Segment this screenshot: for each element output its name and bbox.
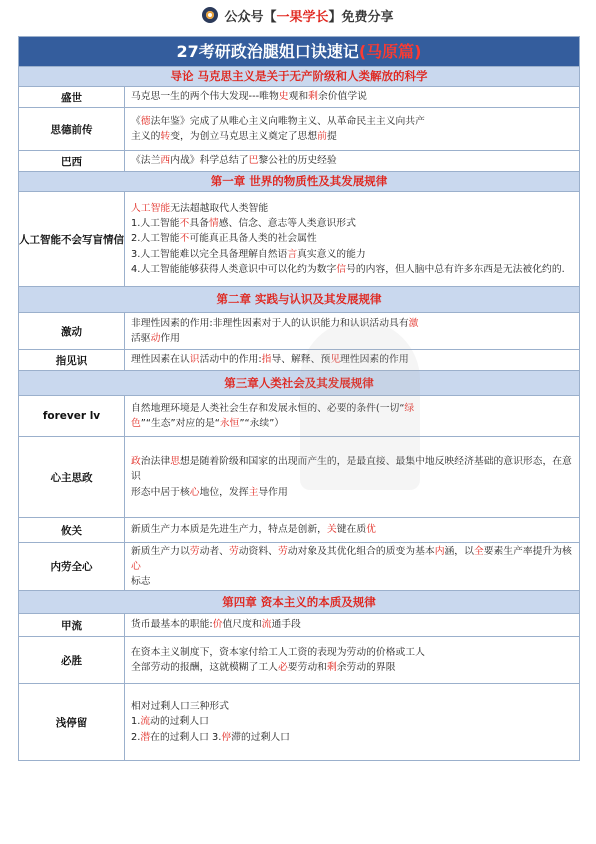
text-run: 号的内容，但人脑中总有许多东西是无法被化约的. <box>346 263 565 275</box>
explanation-line <box>131 201 573 216</box>
text-run: 全部劳动的报酬，这就模糊了工人 <box>131 662 278 673</box>
mnemonic-row <box>19 312 579 349</box>
text-run: 真实意义的能力 <box>297 248 366 260</box>
explanation-line <box>131 617 573 632</box>
explanation-line <box>131 114 573 129</box>
explanation-line <box>131 316 573 331</box>
text-run: 治法律 <box>140 456 171 468</box>
highlight-char: 绿 <box>404 402 415 414</box>
highlight-char: 人工智能 <box>131 203 171 215</box>
highlight-char: 不 <box>179 218 190 230</box>
mnemonic-row <box>19 191 579 286</box>
explanation-line <box>131 714 573 729</box>
mnemonic-explanation <box>125 108 579 150</box>
text-run: 余价值学说 <box>317 91 367 103</box>
text-run: 2. <box>131 731 141 743</box>
mnemonic-key: 心主思政 <box>19 437 125 517</box>
highlight-char: 必 <box>277 662 288 673</box>
mnemonic-row <box>19 542 579 590</box>
text-run: 在资本主义制度下，资本家付给工人工资的表现为劳动的价格或工人 <box>131 646 425 658</box>
highlight-char: 心 <box>189 486 200 498</box>
text-run: 标志 <box>131 576 151 588</box>
text-run: 货币最基本的职能: <box>131 619 213 631</box>
mnemonic-row <box>19 86 579 107</box>
explanation-line <box>131 730 573 745</box>
mnemonic-row <box>19 395 579 436</box>
highlight-char: 色 <box>131 418 141 429</box>
mnemonic-row <box>19 613 579 636</box>
text-run: 变，为创立马克思主义奠定了思想 <box>170 131 318 142</box>
text-run: 具备 <box>189 218 209 230</box>
highlight-char: 政 <box>131 456 141 468</box>
highlight-char: 停 <box>221 731 232 743</box>
highlight-char: 动 <box>150 333 161 344</box>
text-run: 在的过剩人口 3. <box>150 731 222 743</box>
mnemonic-key: 甲流 <box>19 614 125 636</box>
text-run: 导、解释、预 <box>271 354 331 366</box>
text-run: 动对象及其优化组合的质变为基本 <box>287 545 435 557</box>
mnemonic-key: 巴西 <box>19 151 125 171</box>
text-run: 1.人工智能 <box>131 218 180 230</box>
text-run: 自然地理环境是人类社会生存和发展永恒的、必要的条件(一切“ <box>131 402 405 414</box>
highlight-char: 转 <box>160 131 171 142</box>
highlight-char: 内 <box>434 545 445 557</box>
mnemonic-explanation <box>125 87 579 107</box>
text-run: 1. <box>131 716 141 728</box>
text-run: 主义的 <box>131 131 161 142</box>
mnemonic-explanation <box>125 637 579 683</box>
highlight-char: 主 <box>248 486 259 498</box>
explanation-line <box>131 454 573 484</box>
top-banner <box>0 2 596 28</box>
explanation-line <box>131 216 573 231</box>
mnemonic-key: 思德前传 <box>19 108 125 150</box>
text-run: 内战》科学总结了 <box>170 155 249 167</box>
text-run: 动的过剩人口 <box>150 716 209 728</box>
text-run: 新质生产力本质是先进生产力，特点是创新， <box>131 524 327 536</box>
text-run: 想是随着阶级和国家的出现而产生的，是最直接、最集中地反映经济基础的意识形态，在意识 <box>131 456 572 483</box>
highlight-char: 不 <box>179 233 190 245</box>
text-run: 新质生产力以 <box>131 545 190 557</box>
banner-suffix: 】免费分享 <box>328 9 394 25</box>
mnemonic-explanation <box>125 684 579 760</box>
text-run: 键在质 <box>336 524 367 536</box>
text-run: 3.人工智能难以完全具备理解自然语 <box>131 248 288 260</box>
text-run: 导作用 <box>258 486 288 498</box>
mnemonic-explanation <box>125 518 579 542</box>
explanation-line <box>131 89 573 104</box>
owl-logo-icon <box>202 7 218 23</box>
text-run: 滞的过剩人口 <box>231 731 290 743</box>
text-run: 相对过剩人口三种形式 <box>131 701 229 713</box>
mnemonic-explanation <box>125 313 579 349</box>
text-run: 地位，发挥 <box>199 486 249 498</box>
mnemonic-explanation <box>125 396 579 436</box>
mnemonic-row <box>19 107 579 150</box>
explanation-line <box>131 522 573 537</box>
explanation-line <box>131 331 573 346</box>
text-run: 2.人工智能 <box>131 233 180 245</box>
mnemonic-explanation <box>125 614 579 636</box>
text-run: 要素生产率提升为核 <box>483 545 572 557</box>
text-run: 动资料、 <box>238 545 278 557</box>
text-run: 涵，以 <box>444 545 474 557</box>
text-run: 《法兰 <box>131 155 161 167</box>
explanation-line <box>131 153 573 168</box>
highlight-char: 史 <box>278 91 289 103</box>
mnemonic-key: 指见识 <box>19 350 125 370</box>
text-run: 要劳动和 <box>287 662 327 673</box>
highlight-char: 指 <box>261 354 272 366</box>
section-heading: 导论 马克思主义是关于无产阶级和人类解放的科学 <box>19 66 579 86</box>
mnemonic-key: 内劳全心 <box>19 543 125 590</box>
mnemonic-explanation <box>125 192 579 286</box>
text-run: 黎公社的历史经验 <box>258 155 337 167</box>
explanation-line <box>131 574 573 589</box>
text-run: 活动中的作用: <box>199 354 262 366</box>
highlight-char: 情 <box>208 218 219 230</box>
banner-prefix: 公众号【 <box>224 9 277 25</box>
mnemonic-table <box>18 36 580 761</box>
mnemonic-row <box>19 150 579 171</box>
mnemonic-explanation <box>125 437 579 517</box>
text-run: 观和 <box>288 91 309 103</box>
text-run: 形态中居于核 <box>131 486 190 498</box>
highlight-char: 思 <box>170 456 180 468</box>
mnemonic-key: 人工智能不会写盲情信 <box>19 192 125 286</box>
highlight-char: 流 <box>261 619 272 631</box>
document-title <box>19 37 579 66</box>
section-heading: 第四章 资本主义的本质及规律 <box>19 590 579 613</box>
explanation-line <box>131 352 573 367</box>
text-run: 通手段 <box>271 619 301 631</box>
text-run: 法年鉴》完成了从唯心主义向唯物主义、从革命民主主义向共产 <box>150 115 425 127</box>
highlight-char: 西 <box>160 155 171 167</box>
text-run: 值尺度和 <box>222 619 262 631</box>
text-run: ”“永续”） <box>239 418 285 429</box>
title-main: 27考研政治腿姐口诀速记 <box>176 42 359 61</box>
text-run: ”“生态”对应的是“ <box>140 418 220 429</box>
text-run: 无法超越取代人类智能 <box>170 203 269 215</box>
highlight-char: 全 <box>473 545 484 557</box>
mnemonic-row <box>19 683 579 760</box>
text-run: 非理性因素的作用:非理性因素对于人的认识能力和认识活动具有 <box>131 317 409 329</box>
text-run: 理性因素在认 <box>131 354 190 366</box>
mnemonic-row <box>19 636 579 683</box>
mnemonic-key: 攸关 <box>19 518 125 542</box>
explanation-line <box>131 416 573 431</box>
text-run: 马克思一生的两个伟大发现---唯物 <box>131 91 279 103</box>
explanation-line <box>131 401 573 416</box>
explanation-line <box>131 247 573 262</box>
text-run: 《 <box>131 115 141 127</box>
title-paren: (马原篇) <box>358 42 422 61</box>
text-run: 作用 <box>160 333 180 344</box>
section-heading: 第二章 实践与认识及其发展规律 <box>19 286 579 312</box>
highlight-char: 关 <box>326 524 337 536</box>
highlight-char: 德 <box>140 115 151 127</box>
mnemonic-row <box>19 349 579 370</box>
highlight-char: 信 <box>336 263 347 275</box>
highlight-char: 剩 <box>326 662 337 673</box>
mnemonic-key: 盛世 <box>19 87 125 107</box>
mnemonic-explanation <box>125 350 579 370</box>
highlight-char: 前 <box>317 131 327 142</box>
mnemonic-key: 必胜 <box>19 637 125 683</box>
mnemonic-key: 浅停留 <box>19 684 125 760</box>
highlight-char: 流 <box>140 716 151 728</box>
text-run: 动者、 <box>199 545 229 557</box>
highlight-char: 剩 <box>308 91 318 103</box>
explanation-line <box>131 129 573 144</box>
highlight-char: 心 <box>131 560 141 572</box>
text-run: 可能真正具备人类的社会属性 <box>189 233 317 245</box>
text-run: 感、信念、意志等人类意识形式 <box>218 218 356 230</box>
text-run: 4.人工智能能够获得人类意识中可以化约为数字 <box>131 263 337 275</box>
highlight-char: 巴 <box>248 155 259 167</box>
mnemonic-row <box>19 436 579 517</box>
highlight-char: 劳 <box>189 545 200 557</box>
mnemonic-key: 激动 <box>19 313 125 349</box>
highlight-char: 价 <box>212 619 223 631</box>
highlight-char: 永恒 <box>219 418 240 429</box>
text-run: 理性因素的作用 <box>340 354 409 366</box>
highlight-char: 优 <box>366 524 376 536</box>
explanation-line <box>131 544 573 574</box>
text-run: 提 <box>326 131 337 142</box>
mnemonic-explanation <box>125 543 579 590</box>
mnemonic-key: forever lv <box>19 396 125 436</box>
highlight-char: 识 <box>189 354 200 366</box>
explanation-line <box>131 262 573 277</box>
section-heading: 第一章 世界的物质性及其发展规律 <box>19 171 579 191</box>
explanation-line <box>131 645 573 660</box>
highlight-char: 劳 <box>277 545 288 557</box>
highlight-char: 劳 <box>228 545 239 557</box>
section-heading: 第三章人类社会及其发展规律 <box>19 370 579 395</box>
explanation-line <box>131 660 573 675</box>
text-run: 活驱 <box>131 333 151 344</box>
mnemonic-explanation <box>125 151 579 171</box>
banner-brand: 一果学长 <box>276 9 329 25</box>
mnemonic-row <box>19 517 579 542</box>
highlight-char: 激 <box>408 317 419 329</box>
explanation-line <box>131 231 573 246</box>
text-run: 余劳动的界限 <box>336 662 396 673</box>
explanation-line <box>131 699 573 714</box>
highlight-char: 潜 <box>140 731 151 743</box>
explanation-line <box>131 485 573 500</box>
highlight-char: 见 <box>330 354 341 366</box>
highlight-char: 言 <box>287 248 298 260</box>
